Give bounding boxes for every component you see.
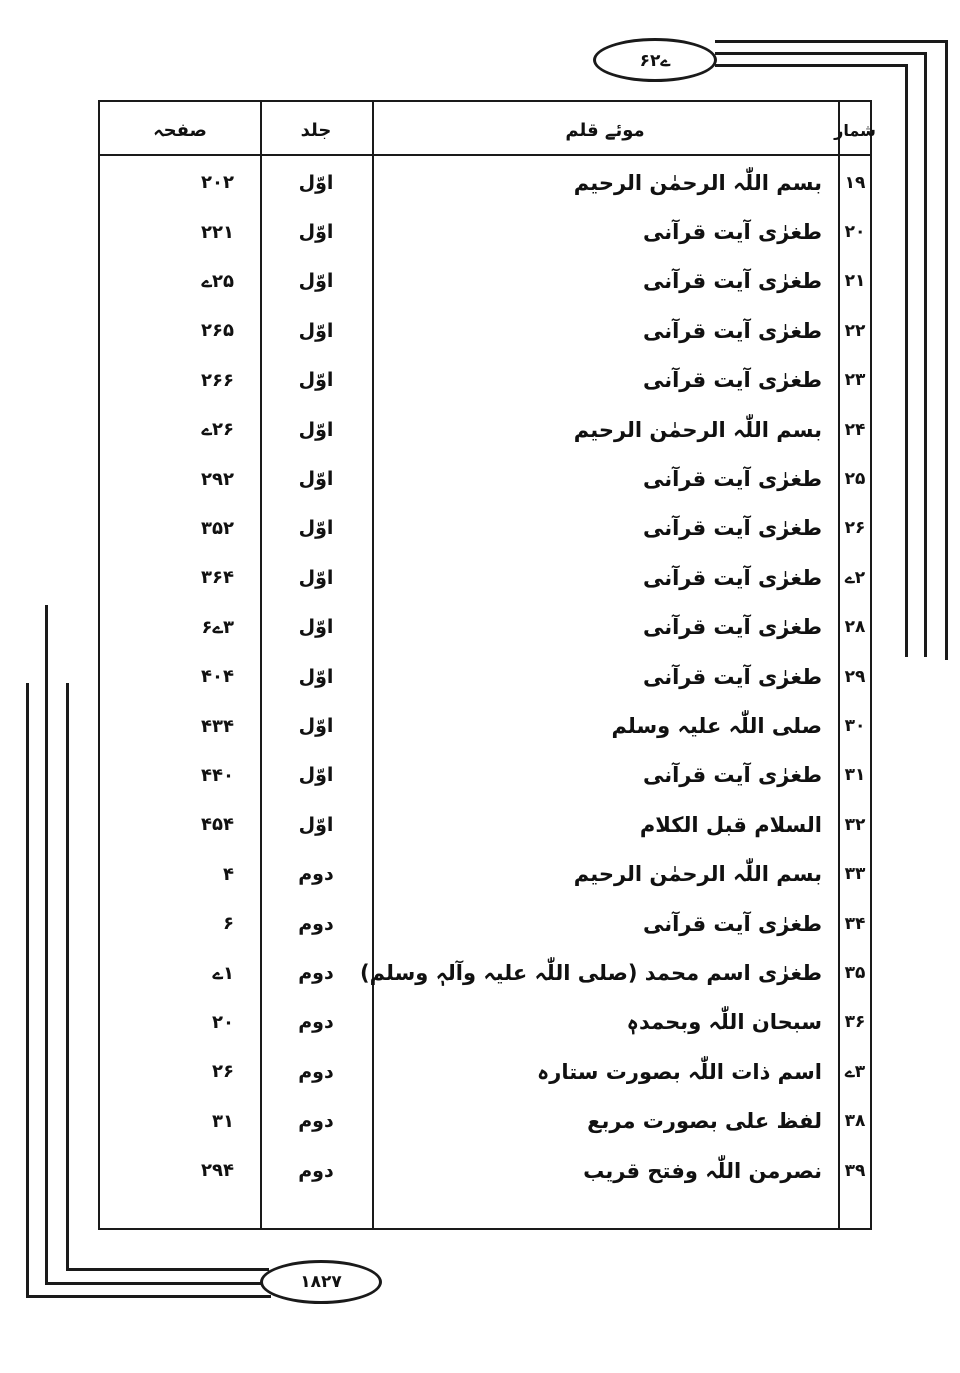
row-volume: دوم bbox=[298, 1060, 334, 1083]
row-serial: ۳۴ bbox=[844, 913, 866, 934]
header-serial: شمار bbox=[834, 120, 876, 140]
table-row bbox=[100, 899, 870, 948]
row-title: نصرمن اللّٰہ وفتح قریب bbox=[583, 1158, 822, 1183]
row-title: طغرٰی آیت قرآنی bbox=[642, 911, 822, 936]
row-page: ۶ bbox=[223, 913, 234, 935]
table-row bbox=[100, 652, 870, 701]
row-serial: ۲۵ bbox=[844, 469, 866, 490]
row-serial: ۳۰ bbox=[844, 716, 866, 737]
row-title: سبحان اللّٰہ وبحمدہٖ bbox=[626, 1010, 822, 1035]
row-volume: اوّل bbox=[298, 813, 334, 836]
frame-line bbox=[924, 52, 927, 657]
row-volume: اوّل bbox=[298, 517, 334, 540]
row-serial: ۲۹ bbox=[844, 666, 866, 687]
frame-line bbox=[66, 1268, 269, 1271]
table-row bbox=[100, 553, 870, 602]
table-row bbox=[100, 751, 870, 800]
row-title: طغرٰی آیت قرآنی bbox=[642, 467, 822, 492]
index-table bbox=[98, 100, 876, 1230]
table-row bbox=[100, 800, 870, 849]
row-volume: اوّل bbox=[298, 468, 334, 491]
row-serial: ۲۰ bbox=[844, 222, 866, 243]
row-volume: اوّل bbox=[298, 764, 334, 787]
row-page: ۲۶ے bbox=[201, 419, 234, 441]
row-volume: دوم bbox=[298, 863, 334, 886]
table-row bbox=[100, 998, 870, 1047]
row-title: السلام قبل الکلام bbox=[639, 812, 822, 837]
row-title: طغرٰی آیت قرآنی bbox=[642, 615, 822, 640]
row-volume: دوم bbox=[298, 1011, 334, 1034]
row-serial: ۳۲ bbox=[844, 814, 866, 835]
table-row bbox=[100, 1047, 870, 1096]
frame-line bbox=[66, 683, 69, 1270]
row-volume: اوّل bbox=[298, 715, 334, 738]
table-row bbox=[100, 1146, 870, 1195]
row-page: ۱ے bbox=[212, 962, 234, 984]
row-page: ۲۹۴ bbox=[201, 1160, 234, 1182]
row-serial: ۳۶ bbox=[844, 1012, 866, 1033]
row-page: ۲۶۵ bbox=[201, 320, 234, 342]
row-volume: دوم bbox=[298, 1110, 334, 1133]
table-row bbox=[100, 158, 870, 207]
row-title: بسم اللّٰہ الرحمٰن الرحیم bbox=[573, 170, 822, 195]
table-row bbox=[100, 257, 870, 306]
row-volume: دوم bbox=[298, 912, 334, 935]
row-page: ۲۶۶ bbox=[201, 369, 234, 391]
row-title: طغرٰی آیت قرآنی bbox=[642, 763, 822, 788]
row-page: ۳۱ bbox=[212, 1110, 234, 1132]
table-row bbox=[100, 405, 870, 454]
row-volume: اوّل bbox=[298, 171, 334, 194]
frame-line bbox=[26, 683, 29, 1297]
row-page: ۴۵۴ bbox=[201, 814, 234, 836]
frame-line bbox=[715, 52, 927, 55]
row-volume: اوّل bbox=[298, 665, 334, 688]
row-volume: اوّل bbox=[298, 221, 334, 244]
frame-line bbox=[26, 1295, 271, 1298]
row-title: صلی اللّٰہ علیہ وسلم bbox=[611, 714, 822, 739]
row-page: ۲۲۱ bbox=[201, 221, 234, 243]
row-page: ۲۰ bbox=[212, 1011, 234, 1033]
row-title: طغرٰی آیت قرآنی bbox=[642, 318, 822, 343]
row-title: طغرٰی آیت قرآنی bbox=[642, 664, 822, 689]
row-volume: اوّل bbox=[298, 369, 334, 392]
row-serial: ۳۳ bbox=[844, 864, 866, 885]
row-title: بسم اللّٰہ الرحمٰن الرحیم bbox=[573, 417, 822, 442]
row-serial: ۲۴ bbox=[844, 419, 866, 440]
row-page: ۳۶۴ bbox=[201, 567, 234, 589]
frame-line bbox=[45, 1282, 269, 1285]
frame-line bbox=[715, 40, 948, 43]
row-serial: ۳۹ bbox=[844, 1160, 866, 1181]
row-title: بسم اللّٰہ الرحمٰن الرحیم bbox=[573, 862, 822, 887]
row-serial: ۲۶ bbox=[844, 518, 866, 539]
row-title: لفظ علی بصورت مربع bbox=[587, 1109, 822, 1134]
row-page: ۴۰۴ bbox=[201, 666, 234, 688]
table-row bbox=[100, 356, 870, 405]
row-volume: دوم bbox=[298, 1159, 334, 1182]
row-page: ۴۳۴ bbox=[201, 715, 234, 737]
row-serial: ۳۱ bbox=[844, 765, 866, 786]
table-row bbox=[100, 207, 870, 256]
table-row bbox=[100, 454, 870, 503]
row-page: ۲۰۲ bbox=[201, 172, 234, 194]
header-volume: جلد bbox=[300, 119, 332, 141]
table-row bbox=[100, 850, 870, 899]
row-title: اسم ذات اللّٰہ بصورت ستارہ bbox=[536, 1059, 822, 1084]
row-title: طغرٰی آیت قرآنی bbox=[642, 368, 822, 393]
table-row bbox=[100, 306, 870, 355]
row-title: طغرٰی آیت قرآنی bbox=[642, 269, 822, 294]
row-page: ۳۵۲ bbox=[201, 517, 234, 539]
row-serial: ۲۱ bbox=[844, 271, 866, 292]
row-page: ۴۴۰ bbox=[201, 764, 234, 786]
row-title: طغرٰی اسم محمد (صلی اللّٰہ علیہ وآلہٖ وسلم) bbox=[359, 961, 822, 986]
row-serial: ۲ے bbox=[844, 568, 866, 589]
frame-line bbox=[945, 40, 948, 660]
row-title: طغرٰی آیت قرآنی bbox=[642, 220, 822, 245]
table-row bbox=[100, 948, 870, 997]
row-page: ۳ے۶ bbox=[201, 616, 234, 638]
row-page: ۲۵ے bbox=[201, 270, 234, 292]
table-row bbox=[100, 504, 870, 553]
row-page: ۲۶ bbox=[212, 1061, 234, 1083]
row-serial: ۱۹ bbox=[844, 172, 866, 193]
bottom-page-number: ۱۸۲۷ bbox=[260, 1260, 382, 1304]
header-page: صفحہ bbox=[153, 119, 207, 141]
table-row bbox=[100, 701, 870, 750]
table-row bbox=[100, 603, 870, 652]
frame-line bbox=[905, 64, 908, 657]
row-page: ۲۹۲ bbox=[201, 468, 234, 490]
row-volume: اوّل bbox=[298, 566, 334, 589]
row-title: طغرٰی آیت قرآنی bbox=[642, 516, 822, 541]
row-page: ۴ bbox=[223, 863, 234, 885]
row-serial: ۲۳ bbox=[844, 370, 866, 391]
row-volume: اوّل bbox=[298, 418, 334, 441]
header-title: موئے قلم bbox=[565, 119, 645, 141]
table-row bbox=[100, 1097, 870, 1146]
row-serial: ۳۵ bbox=[844, 963, 866, 984]
row-volume: اوّل bbox=[298, 270, 334, 293]
row-volume: اوّل bbox=[298, 616, 334, 639]
row-volume: اوّل bbox=[298, 319, 334, 342]
row-serial: ۳۸ bbox=[844, 1111, 866, 1132]
frame-line bbox=[715, 64, 907, 67]
row-serial: ۲۲ bbox=[844, 320, 866, 341]
header-divider bbox=[100, 154, 870, 156]
row-title: طغرٰی آیت قرآنی bbox=[642, 565, 822, 590]
frame-line bbox=[45, 605, 48, 1285]
top-page-number: ۶۲ے bbox=[593, 38, 717, 82]
row-serial: ۲۸ bbox=[844, 617, 866, 638]
row-serial: ۳ے bbox=[844, 1062, 866, 1083]
row-volume: دوم bbox=[298, 962, 334, 985]
